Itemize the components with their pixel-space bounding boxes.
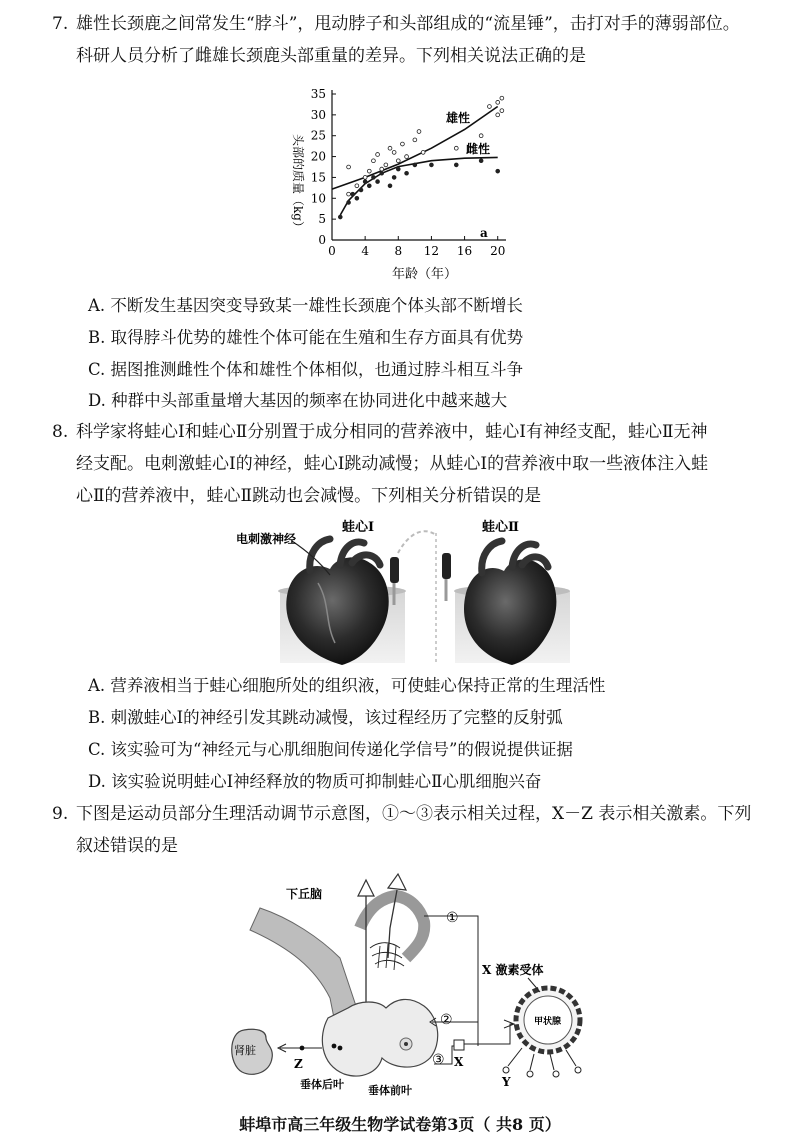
q9-number: 9.	[52, 804, 69, 824]
data-point-female	[388, 184, 392, 188]
y-tick-label: 10	[310, 191, 326, 206]
heart1-label: 蛙心Ⅰ	[342, 520, 375, 535]
q8-option-a[interactable]: A. 营养液相当于蛙心细胞所处的组织液，可使蛙心保持正常的生理活性	[88, 676, 606, 695]
data-point-female	[376, 180, 380, 184]
x-to-thyroid-line	[464, 1020, 514, 1044]
data-point-female	[380, 171, 384, 175]
hormone-regulation-figure	[210, 868, 610, 1100]
hormone-x-label: X	[454, 1055, 464, 1069]
data-point-male	[401, 142, 405, 146]
chart-ylabel: 头部的质量（kg）	[291, 134, 305, 233]
data-point-male	[417, 130, 421, 134]
x-tick-label: 16	[456, 244, 473, 258]
q8-stem-line3: 心Ⅱ的营养液中，蛙心Ⅱ跳动也会减慢。下列相关分析错误的是	[76, 486, 542, 506]
y-tick-label: 15	[310, 170, 326, 185]
data-point-female	[454, 163, 458, 167]
page-footer: 蚌埠市高三年级生物学试卷第3页（ 共8 页）	[239, 1115, 561, 1134]
q8-number: 8.	[52, 422, 69, 442]
process-1-label: ①	[446, 910, 459, 926]
data-point-female	[363, 180, 367, 184]
data-point-female	[359, 188, 363, 192]
chart-xlabel: 年龄（年）	[392, 267, 458, 282]
q8-option-c[interactable]: C. 该实验可为“神经元与心肌细胞间传递化学信号”的假说提供证据	[88, 740, 573, 759]
data-point-female	[347, 201, 351, 205]
x-tick-label: 12	[423, 244, 440, 258]
giraffe-head-mass-chart	[280, 82, 520, 288]
process-2-label: ②	[440, 1012, 453, 1028]
data-point-male	[380, 167, 384, 171]
kidney-label: 肾脏	[234, 1044, 256, 1057]
data-point-male	[355, 184, 359, 188]
data-point-male	[405, 155, 409, 159]
y-hormone-dots	[503, 1067, 581, 1077]
frog-heart-figure	[230, 513, 570, 673]
hormone-y-label: Y	[502, 1075, 511, 1089]
data-point-male	[392, 151, 396, 155]
data-point-male	[500, 96, 504, 100]
chart-corner-label: a	[480, 226, 488, 240]
transfer-arrow	[398, 531, 436, 553]
y-tick-label: 30	[310, 107, 326, 122]
nerve-label: 电刺激神经	[236, 532, 297, 546]
y-tick-label: 20	[310, 149, 326, 164]
y-tick-label: 5	[318, 212, 326, 227]
data-point-female	[496, 169, 500, 173]
data-point-female	[351, 192, 355, 196]
q7-option-a[interactable]: A. 不断发生基因突变导致某一雄性长颈鹿个体头部不断增长	[88, 296, 523, 315]
data-point-male	[347, 192, 351, 196]
data-point-female	[396, 167, 400, 171]
data-point-male	[376, 153, 380, 157]
q8-option-d[interactable]: D. 该实验说明蛙心Ⅰ神经释放的物质可抑制蛙心Ⅱ心肌细胞兴奋	[88, 772, 542, 791]
hypothalamus-label: 下丘脑	[286, 887, 323, 901]
data-point-female	[338, 215, 342, 219]
thyroid-label: 甲状腺	[534, 1017, 562, 1027]
data-point-male	[479, 134, 483, 138]
feedback-arrow-2	[430, 1018, 478, 1026]
q9-stem-line1: 下图是运动员部分生理活动调节示意图，①～③表示相关过程，X－Z 表示相关激素。下列	[76, 804, 752, 824]
trend-line-female	[340, 157, 497, 215]
series-label-female: 雌性	[466, 142, 491, 156]
receptor-label: X 激素受体	[482, 963, 544, 977]
data-point-male	[396, 159, 400, 163]
data-point-male	[347, 165, 351, 169]
anterior-pituitary-label: 垂体前叶	[368, 1084, 412, 1097]
data-point-male	[454, 146, 458, 150]
data-point-male	[384, 163, 388, 167]
series-label-male: 雄性	[446, 111, 471, 125]
data-point-female	[413, 163, 417, 167]
y-tick-label: 35	[310, 87, 326, 101]
q8-stem-line2: 经支配。电刺激蛙心Ⅰ的神经，蛙心Ⅰ跳动减慢；从蛙心Ⅰ的营养液中取一些液体注入蛙	[76, 454, 709, 474]
data-point-male	[367, 169, 371, 173]
data-point-male	[421, 151, 425, 155]
q7-option-b[interactable]: B. 取得脖斗优势的雄性个体可能在生殖和生存方面具有优势	[88, 328, 524, 347]
data-point-female	[372, 176, 376, 180]
x-tick-label: 8	[394, 244, 403, 258]
data-point-male	[372, 159, 376, 163]
q8-stem-line1: 科学家将蛙心Ⅰ和蛙心Ⅱ分别置于成分相同的营养液中，蛙心Ⅰ有神经支配，蛙心Ⅱ无神	[76, 422, 708, 442]
data-point-male	[496, 113, 500, 117]
data-point-female	[355, 196, 359, 200]
data-point-female	[430, 163, 434, 167]
q7-option-d[interactable]: D. 种群中头部重量增大基因的频率在协同进化中越来越大	[88, 391, 508, 410]
x-tick-label: 20	[490, 244, 506, 258]
q8-option-b[interactable]: B. 刺激蛙心Ⅰ的神经引发其跳动减慢，该过程经历了完整的反射弧	[88, 708, 563, 727]
y-tick-label: 25	[310, 128, 326, 143]
q7-number: 7.	[52, 14, 69, 34]
y-tick-label: 0	[318, 233, 326, 247]
neuron-2-icon	[388, 874, 406, 958]
x-tick-label: 0	[328, 244, 336, 258]
q7-stem-line2: 科研人员分析了雌雄长颈鹿头部重量的差异。下列相关说法正确的是	[76, 46, 586, 66]
posterior-pituitary-label: 垂体后叶	[300, 1078, 344, 1091]
data-point-female	[367, 184, 371, 188]
data-point-female	[392, 176, 396, 180]
heart2-label: 蛙心Ⅱ	[482, 520, 519, 535]
data-point-male	[363, 176, 367, 180]
data-point-male	[500, 109, 504, 113]
data-point-male	[488, 105, 492, 109]
q7-option-c[interactable]: C. 据图推测雌性个体和雄性个体相似，也通过脖斗相互斗争	[88, 360, 524, 379]
data-point-male	[413, 138, 417, 142]
data-point-male	[388, 146, 392, 150]
data-point-female	[479, 159, 483, 163]
dropper-2-icon	[442, 553, 451, 601]
q9-stem-line2: 叙述错误的是	[76, 836, 178, 856]
data-point-male	[496, 100, 500, 104]
x-tick-label: 4	[361, 244, 369, 258]
hormone-z-label: Z	[294, 1057, 303, 1071]
q7-stem-line1: 雄性长颈鹿之间常发生“脖斗”，甩动脖子和头部组成的“流星锤”，击打对手的薄弱部位。	[76, 14, 740, 34]
data-point-female	[405, 171, 409, 175]
process-3-label: ③	[432, 1052, 445, 1068]
